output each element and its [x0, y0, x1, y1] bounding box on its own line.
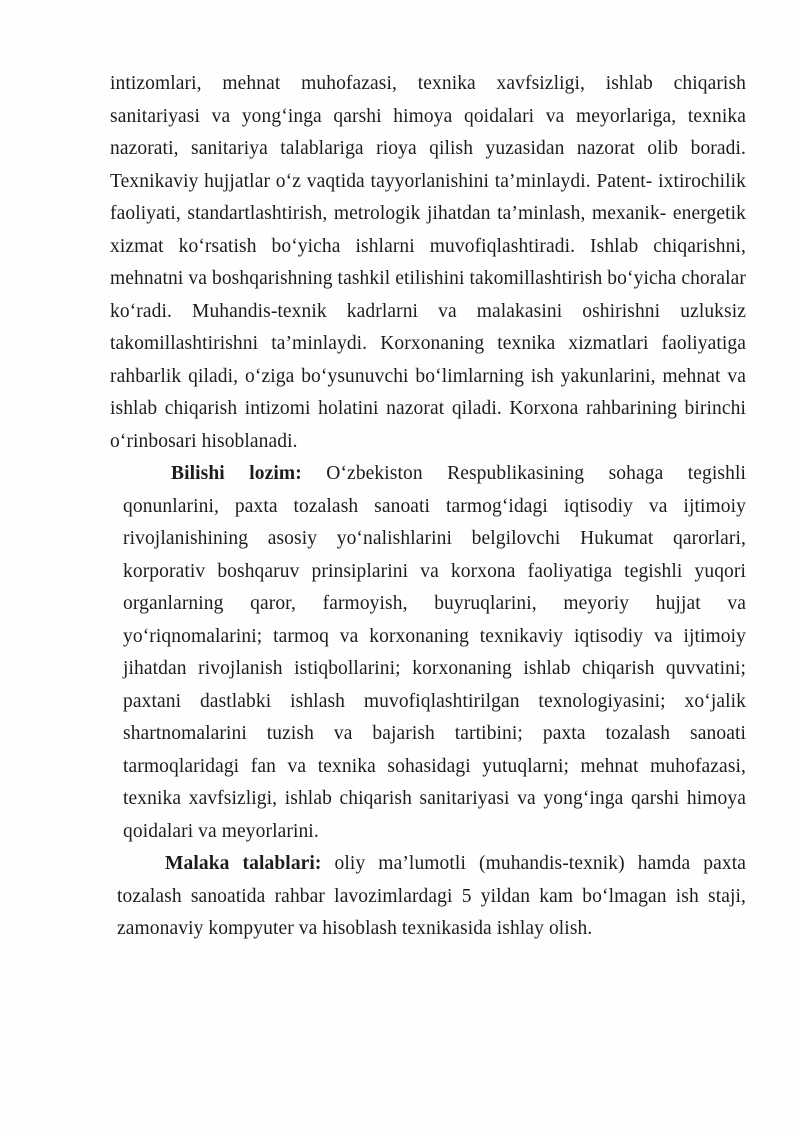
paragraph-body: O‘zbekiston Respublikasining sohaga tegishli qonunlarini, paxta tozalash sanoati tarmog‘idagi iqtisodiy va ijtimoiy rivojlanishining asosiy yo‘nalishlarini belgilovchi Hukumat qarorlari, korporativ boshqaruv prinsiplarini va korxona faoliyatiga tegishli yuqori organlarning qaror, farmoyish, buyruqlarini, meyoriy hujjat va yo‘riqnomalarini; tarmoq va korxonaning texnikaviy iqtisodiy va ijtimoiy jihatdan rivojlanish istiqbollarini; korxonaning ishlab chiqarish quvvatini; paxtani dastlabki ishlash muvofiqlashtirilgan texnologiyasini; xo‘jalik shartnomalarini tuzish va bajarish tartibini; paxta tozalash sanoati tarmoqlaridagi fan va texnika sohasidagi yutuqlarni; mehnat muhofazasi, texnika xavfsizligi, ishlab chiqarish sanitariyasi va yong‘inga qarshi himoya qoidalari va meyorlarini.: [123, 463, 746, 842]
paragraph-knowledge: [123, 458, 746, 848]
paragraph-body: oliy ma’lumotli (muhandis-texnik) hamda paxta tozalash sanoatida rahbar lavozimlardagi 5 yildan kam bo‘lmagan ish staji, zamonaviy kompyuter va hisoblash texnikasida ishlay olish.: [117, 853, 746, 939]
paragraph-body: intizomlari, mehnat muhofazasi, texnika xavfsizligi, ishlab chiqarish sanitariyasi va yong‘inga qarshi himoya qoidalari va meyorlariga, texnika nazorati, sanitariya talablariga rioya qilish yuzasidan nazorat olib boradi. Texnikaviy hujjatlar o‘z vaqtida tayyorlanishini ta’minlaydi. Patent- ixtirochilik faoliyati, standartlashtirish, metrologik jihatdan ta’minlash, mexanik- energetik xizmat ko‘rsatish bo‘yicha ishlarni muvofiqlashtiradi. Ishlab chiqarishni, mehnatni va boshqarishning tashkil etilishini takomillashtirish bo‘yicha choralar ko‘radi. Muhandis-texnik kadrlarni va malakasini oshirishni uzluksiz takomillashtirishni ta’minlaydi. Korxonaning texnika xizmatlari faoliyatiga rahbarlik qiladi, o‘ziga bo‘ysunuvchi bo‘limlarning ish yakunlarini, mehnat va ishlab chiqarish intizomi holatini nazorat qiladi. Korxona rahbarining birinchi o‘rinbosari hisoblanadi.: [110, 73, 746, 452]
paragraph-lead: Malaka talablari:: [165, 853, 322, 874]
paragraph-duties: [110, 68, 746, 458]
paragraph-qualification: [117, 848, 746, 946]
paragraph-lead: Bilishi lozim:: [171, 463, 302, 484]
